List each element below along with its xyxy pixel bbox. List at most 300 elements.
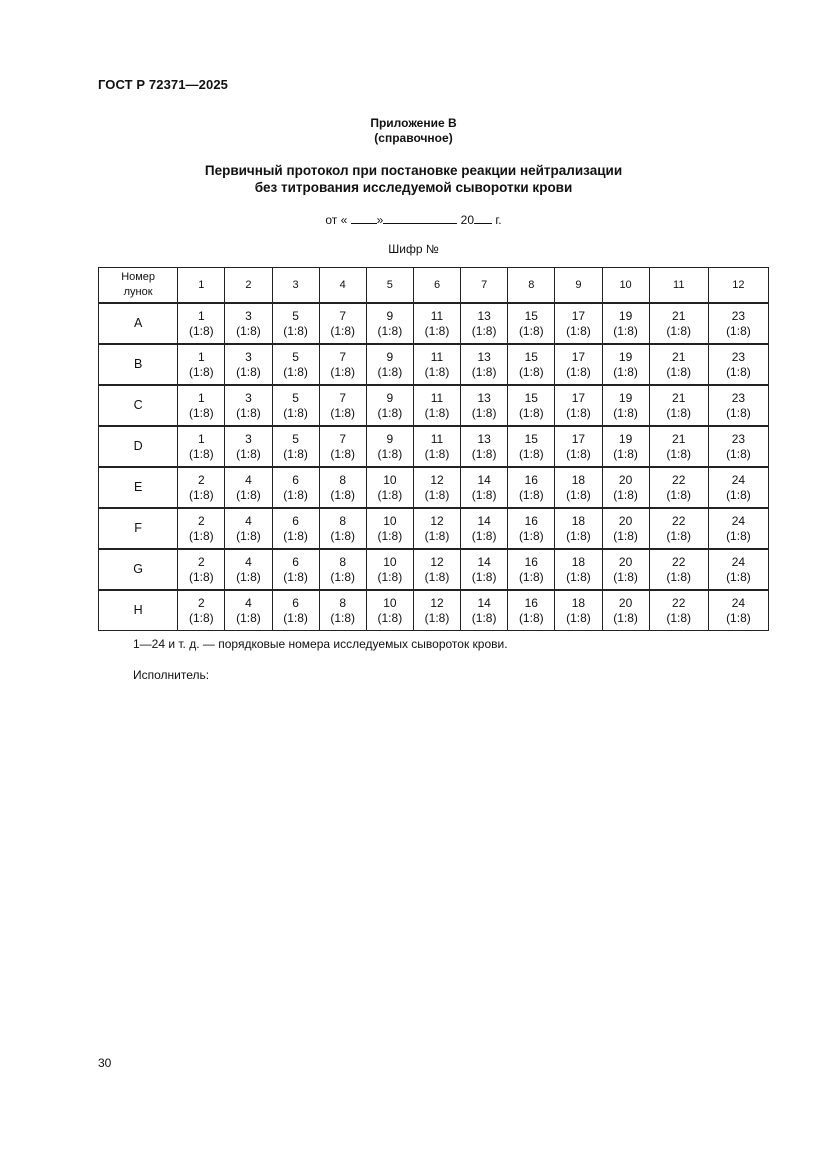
row-label: H — [99, 590, 178, 631]
column-header: 4 — [319, 268, 366, 304]
dilution: (1:8) — [188, 323, 214, 338]
serum-number: 11 — [430, 390, 444, 405]
serum-number: 24 — [731, 472, 746, 487]
row-label: A — [99, 303, 178, 344]
well-cell — [366, 344, 413, 385]
well-cell — [708, 549, 768, 590]
serum-number: 16 — [524, 472, 538, 487]
well-cell — [555, 549, 602, 590]
well-cell — [649, 467, 708, 508]
serum-number: 6 — [292, 595, 299, 610]
serum-number: 4 — [245, 513, 252, 528]
serum-number: 23 — [731, 349, 746, 364]
dilution: (1:8) — [566, 487, 591, 502]
serum-number: 16 — [524, 595, 538, 610]
well-cell — [366, 508, 413, 549]
dilution: (1:8) — [424, 528, 450, 543]
well-cell — [272, 590, 319, 631]
serum-number: 4 — [245, 595, 252, 610]
serum-number: 20 — [618, 472, 633, 487]
serum-number: 6 — [292, 472, 299, 487]
well-cell — [649, 344, 708, 385]
well-cell — [225, 549, 272, 590]
well-cell — [366, 303, 413, 344]
well-cell — [461, 590, 508, 631]
well-cell — [708, 590, 768, 631]
dilution: (1:8) — [188, 405, 214, 420]
dilution: (1:8) — [283, 610, 308, 625]
dilution: (1:8) — [188, 487, 214, 502]
dilution: (1:8) — [613, 364, 638, 379]
well-cell — [555, 344, 602, 385]
well-cell — [649, 426, 708, 467]
serum-number: 16 — [524, 513, 538, 528]
dilution: (1:8) — [518, 528, 544, 543]
serum-number: 9 — [386, 349, 394, 364]
dilution: (1:8) — [188, 528, 214, 543]
well-cell — [413, 590, 460, 631]
dilution: (1:8) — [330, 446, 356, 461]
well-cell — [508, 508, 555, 549]
dilution: (1:8) — [424, 487, 450, 502]
well-cell — [602, 344, 649, 385]
serum-number: 16 — [524, 554, 538, 569]
dilution: (1:8) — [424, 610, 450, 625]
dilution: (1:8) — [471, 446, 497, 461]
serum-number: 12 — [430, 595, 444, 610]
serum-number: 4 — [245, 554, 252, 569]
table-row — [99, 508, 769, 549]
well-cell — [319, 549, 366, 590]
serum-number: 9 — [386, 431, 394, 446]
well-cell — [225, 508, 272, 549]
well-cell — [461, 508, 508, 549]
well-cell — [319, 344, 366, 385]
dilution: (1:8) — [518, 487, 544, 502]
well-protocol-table — [98, 267, 769, 631]
dilution: (1:8) — [666, 569, 692, 584]
serum-number: 12 — [430, 513, 444, 528]
well-cell — [461, 303, 508, 344]
well-cell — [602, 303, 649, 344]
well-cell — [272, 344, 319, 385]
dilution: (1:8) — [283, 528, 308, 543]
table-row — [99, 344, 769, 385]
serum-number: 2 — [197, 595, 205, 610]
table-row — [99, 303, 769, 344]
appendix-type: (справочное) — [374, 131, 453, 145]
serum-number: 3 — [245, 308, 252, 323]
dilution: (1:8) — [330, 487, 356, 502]
serum-number: 14 — [477, 513, 491, 528]
dilution: (1:8) — [236, 610, 261, 625]
serum-number: 22 — [672, 513, 686, 528]
well-cell — [461, 467, 508, 508]
footnote: 1—24 и т. д. — порядковые номера исследуемых сывороток крови. — [133, 637, 508, 651]
serum-number: 13 — [477, 349, 491, 364]
well-cell — [178, 303, 225, 344]
row-label: G — [99, 549, 178, 590]
well-cell — [413, 467, 460, 508]
dilution: (1:8) — [566, 528, 591, 543]
column-header: 2 — [225, 268, 272, 304]
well-cell — [708, 508, 768, 549]
column-header: 10 — [602, 268, 649, 304]
serum-number: 21 — [672, 431, 686, 446]
serum-number: 14 — [477, 554, 491, 569]
column-header: 9 — [555, 268, 602, 304]
dilution: (1:8) — [471, 569, 497, 584]
serum-number: 2 — [197, 513, 205, 528]
year-blank — [474, 212, 492, 224]
well-cell — [319, 590, 366, 631]
well-cell — [555, 385, 602, 426]
dilution: (1:8) — [283, 569, 308, 584]
dilution: (1:8) — [613, 528, 638, 543]
serum-number: 12 — [430, 472, 444, 487]
dilution: (1:8) — [566, 610, 591, 625]
dilution: (1:8) — [518, 364, 544, 379]
serum-number: 22 — [672, 472, 686, 487]
well-cell — [413, 549, 460, 590]
column-header: 5 — [366, 268, 413, 304]
serum-number: 22 — [672, 595, 686, 610]
serum-number: 24 — [731, 513, 746, 528]
well-cell — [319, 385, 366, 426]
well-cell — [649, 508, 708, 549]
dilution: (1:8) — [424, 569, 450, 584]
serum-number: 18 — [571, 513, 586, 528]
serum-number: 15 — [524, 349, 538, 364]
serum-number: 5 — [292, 349, 299, 364]
dilution: (1:8) — [471, 405, 497, 420]
well-cell — [413, 344, 460, 385]
serum-number: 1 — [197, 349, 205, 364]
dilution: (1:8) — [471, 364, 497, 379]
well-cell — [708, 303, 768, 344]
dilution: (1:8) — [424, 446, 450, 461]
well-cell — [708, 344, 768, 385]
well-cell — [508, 549, 555, 590]
well-cell — [319, 426, 366, 467]
serum-number: 1 — [197, 308, 205, 323]
serum-number: 3 — [245, 431, 252, 446]
year-prefix: 20 — [460, 213, 475, 227]
well-cell — [366, 426, 413, 467]
dilution: (1:8) — [566, 569, 591, 584]
serum-number: 20 — [618, 595, 633, 610]
dilution: (1:8) — [666, 446, 692, 461]
month-blank — [383, 212, 457, 224]
well-cell — [272, 426, 319, 467]
dilution: (1:8) — [236, 528, 261, 543]
well-cell — [555, 508, 602, 549]
executor-label: Исполнитель: — [133, 668, 210, 682]
dilution: (1:8) — [283, 405, 308, 420]
well-cell — [272, 549, 319, 590]
serum-number: 20 — [618, 554, 633, 569]
well-cell — [649, 385, 708, 426]
dilution: (1:8) — [236, 405, 261, 420]
serum-number: 7 — [339, 349, 347, 364]
well-cell — [225, 590, 272, 631]
row-label: C — [99, 385, 178, 426]
serum-number: 10 — [383, 513, 397, 528]
serum-number: 13 — [477, 390, 491, 405]
dilution: (1:8) — [471, 528, 497, 543]
well-cell — [178, 344, 225, 385]
dilution: (1:8) — [471, 323, 497, 338]
dilution: (1:8) — [283, 446, 308, 461]
serum-number: 17 — [571, 308, 586, 323]
serum-number: 9 — [386, 308, 394, 323]
serum-number: 19 — [618, 390, 633, 405]
well-cell — [602, 385, 649, 426]
dilution: (1:8) — [283, 487, 308, 502]
well-cell — [508, 344, 555, 385]
table-row — [99, 590, 769, 631]
dilution: (1:8) — [666, 487, 692, 502]
well-cell — [225, 303, 272, 344]
dilution: (1:8) — [518, 446, 544, 461]
dilution: (1:8) — [518, 610, 544, 625]
dilution: (1:8) — [377, 446, 403, 461]
serum-number: 17 — [571, 390, 586, 405]
well-cell — [413, 303, 460, 344]
well-cell — [178, 467, 225, 508]
serum-number: 13 — [477, 431, 491, 446]
dilution: (1:8) — [726, 405, 751, 420]
column-header: 3 — [272, 268, 319, 304]
serum-number: 23 — [731, 308, 746, 323]
dilution: (1:8) — [377, 528, 403, 543]
dilution: (1:8) — [377, 610, 403, 625]
serum-number: 7 — [339, 308, 347, 323]
serum-number: 1 — [197, 390, 205, 405]
well-cell — [272, 303, 319, 344]
dilution: (1:8) — [188, 569, 214, 584]
column-header: 11 — [649, 268, 708, 304]
serum-number: 8 — [339, 595, 347, 610]
serum-number: 24 — [731, 595, 746, 610]
serum-number: 17 — [571, 431, 586, 446]
dilution: (1:8) — [330, 405, 356, 420]
serum-number: 11 — [430, 308, 444, 323]
corner-header-line: лунок — [123, 286, 153, 298]
dilution: (1:8) — [613, 569, 638, 584]
date-prefix: от « — [325, 213, 348, 227]
date-suffix: г. — [495, 213, 502, 227]
dilution: (1:8) — [377, 569, 403, 584]
dilution: (1:8) — [666, 528, 692, 543]
column-header: 7 — [461, 268, 508, 304]
serum-number: 11 — [430, 349, 444, 364]
well-cell — [178, 508, 225, 549]
serum-number: 1 — [197, 431, 205, 446]
serum-number: 23 — [731, 390, 746, 405]
serum-number: 12 — [430, 554, 444, 569]
serum-number: 18 — [571, 595, 586, 610]
well-cell — [602, 508, 649, 549]
serum-number: 2 — [197, 472, 205, 487]
dilution: (1:8) — [330, 323, 356, 338]
corner-header-line: Номер — [121, 271, 156, 283]
serum-number: 18 — [571, 472, 586, 487]
corner-header-cell — [99, 268, 178, 304]
column-header: 8 — [508, 268, 555, 304]
dilution: (1:8) — [566, 323, 591, 338]
serum-number: 13 — [477, 308, 491, 323]
well-cell — [413, 508, 460, 549]
dilution: (1:8) — [613, 487, 638, 502]
serum-number: 14 — [477, 472, 491, 487]
well-cell — [508, 426, 555, 467]
serum-number: 14 — [477, 595, 491, 610]
well-cell — [272, 467, 319, 508]
well-cell — [461, 344, 508, 385]
dilution: (1:8) — [613, 610, 638, 625]
serum-number: 4 — [245, 472, 252, 487]
serum-number: 15 — [524, 308, 538, 323]
dilution: (1:8) — [726, 569, 751, 584]
well-cell — [413, 426, 460, 467]
well-cell — [649, 549, 708, 590]
dilution: (1:8) — [236, 323, 261, 338]
column-header: 6 — [413, 268, 460, 304]
serum-number: 21 — [672, 308, 686, 323]
serum-number: 19 — [618, 431, 633, 446]
column-header: 12 — [708, 268, 768, 304]
serum-number: 22 — [672, 554, 686, 569]
well-cell — [602, 426, 649, 467]
well-cell — [555, 303, 602, 344]
well-cell — [366, 385, 413, 426]
row-label: F — [99, 508, 178, 549]
dilution: (1:8) — [613, 405, 638, 420]
serum-number: 9 — [386, 390, 394, 405]
serum-number: 6 — [292, 513, 299, 528]
serum-number: 17 — [571, 349, 586, 364]
appendix-title: Приложение В — [370, 116, 457, 130]
serum-number: 23 — [731, 431, 746, 446]
document-header: ГОСТ Р 72371—2025 — [98, 77, 228, 92]
serum-number: 19 — [618, 308, 633, 323]
well-cell — [319, 508, 366, 549]
serum-number: 15 — [524, 390, 538, 405]
serum-number: 10 — [383, 472, 397, 487]
serum-number: 20 — [618, 513, 633, 528]
well-cell — [555, 590, 602, 631]
dilution: (1:8) — [330, 364, 356, 379]
date-line — [0, 212, 827, 227]
serum-number: 3 — [245, 349, 252, 364]
well-cell — [508, 590, 555, 631]
well-cell — [602, 549, 649, 590]
row-label: D — [99, 426, 178, 467]
dilution: (1:8) — [236, 487, 261, 502]
well-cell — [508, 385, 555, 426]
dilution: (1:8) — [377, 405, 403, 420]
well-cell — [178, 426, 225, 467]
well-cell — [708, 467, 768, 508]
dilution: (1:8) — [377, 487, 403, 502]
serum-number: 10 — [383, 595, 397, 610]
dilution: (1:8) — [377, 364, 403, 379]
well-cell — [708, 426, 768, 467]
serum-number: 5 — [292, 308, 299, 323]
well-cell — [649, 590, 708, 631]
serum-number: 2 — [197, 554, 205, 569]
dilution: (1:8) — [424, 323, 450, 338]
serum-number: 5 — [292, 431, 299, 446]
well-cell — [508, 467, 555, 508]
well-cell — [461, 385, 508, 426]
well-cell — [178, 590, 225, 631]
serum-number: 3 — [245, 390, 252, 405]
well-cell — [366, 549, 413, 590]
serum-number: 10 — [383, 554, 397, 569]
serum-number: 5 — [292, 390, 299, 405]
serum-number: 21 — [672, 390, 686, 405]
dilution: (1:8) — [330, 528, 356, 543]
serum-number: 7 — [339, 431, 347, 446]
serum-number: 15 — [524, 431, 538, 446]
dilution: (1:8) — [666, 323, 692, 338]
dilution: (1:8) — [518, 323, 544, 338]
table-header-row — [99, 268, 769, 304]
dilution: (1:8) — [283, 364, 308, 379]
date-quote-close: » — [376, 213, 384, 227]
dilution: (1:8) — [330, 610, 356, 625]
serum-number: 24 — [731, 554, 746, 569]
dilution: (1:8) — [236, 446, 261, 461]
dilution: (1:8) — [726, 323, 751, 338]
dilution: (1:8) — [471, 487, 497, 502]
table-row — [99, 549, 769, 590]
dilution: (1:8) — [188, 446, 214, 461]
dilution: (1:8) — [471, 610, 497, 625]
serum-number: 21 — [672, 349, 686, 364]
dilution: (1:8) — [236, 364, 261, 379]
well-cell — [649, 303, 708, 344]
dilution: (1:8) — [613, 323, 638, 338]
well-cell — [225, 344, 272, 385]
dilution: (1:8) — [330, 569, 356, 584]
row-label: E — [99, 467, 178, 508]
page-number: 30 — [98, 1056, 112, 1070]
well-cell — [225, 467, 272, 508]
day-blank — [351, 212, 377, 224]
dilution: (1:8) — [726, 610, 751, 625]
dilution: (1:8) — [188, 610, 214, 625]
dilution: (1:8) — [188, 364, 214, 379]
well-cell — [225, 426, 272, 467]
well-cell — [178, 385, 225, 426]
dilution: (1:8) — [613, 446, 638, 461]
table-row — [99, 385, 769, 426]
dilution: (1:8) — [566, 405, 591, 420]
row-label: B — [99, 344, 178, 385]
dilution: (1:8) — [726, 446, 751, 461]
well-cell — [272, 508, 319, 549]
dilution: (1:8) — [424, 364, 450, 379]
serum-number: 19 — [618, 349, 633, 364]
well-cell — [272, 385, 319, 426]
dilution: (1:8) — [518, 405, 544, 420]
dilution: (1:8) — [726, 487, 751, 502]
protocol-title-line-1: Первичный протокол при постановке реакции нейтрализации — [204, 163, 623, 178]
serum-number: 7 — [339, 390, 347, 405]
